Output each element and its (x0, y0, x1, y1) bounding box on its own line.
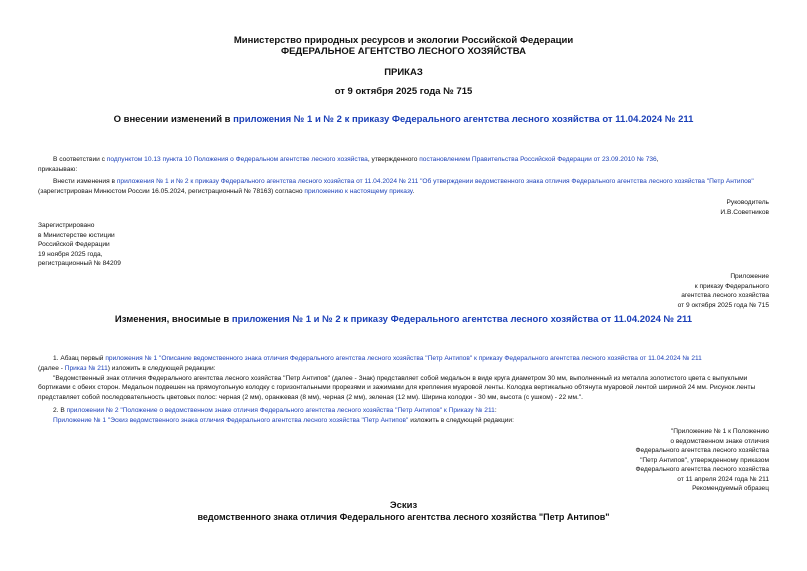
changes-title-link[interactable]: приложения № 1 и № 2 к приказу Федерального агентства лесного хозяйства от 11.04.2024 № 211 (231, 314, 693, 325)
doc-date: от 9 октября 2025 года № 715 (334, 86, 473, 97)
item2-text-2: : (494, 407, 497, 414)
signature-name: И.В.Советников (720, 208, 769, 216)
annex1-ref-line: "Приложение № 1 к Положению (670, 428, 769, 435)
preamble-text-3: , (656, 156, 659, 163)
appendix-ref-line: к приказу Федерального (694, 282, 769, 290)
doc-type: ПРИКАЗ (384, 67, 423, 78)
item1-line-2 (38, 364, 770, 374)
annex1-ref-line: Рекомендуемый образец (692, 485, 769, 492)
order-title-prefix: О внесении изменений в (113, 114, 234, 125)
item2-link-appendix2[interactable]: приложении № 2 "Положение о ведомственном знаке отличия Федерального агентства лесного хозяйства "Петр Антипов" к Приказу № 211 (66, 407, 495, 414)
item-1 (38, 354, 770, 403)
annex1-ref-line: от 11 апреля 2024 года № 211 (677, 475, 769, 483)
ministry-name: Министерство природных ресурсов и экологии Российской Федерации (233, 35, 574, 46)
annex1-ref-line: "Петр Антипов", утвержденному приказом (640, 456, 769, 464)
order-text-1: Внести изменения в (53, 178, 117, 185)
sketch-subtitle: ведомственного знака отличия Федерального агентства лесного хозяйства "Петр Антипов" (197, 512, 610, 522)
registration-line: Зарегистрировано (38, 222, 95, 229)
signature-role: Руководитель (726, 199, 769, 206)
appendix-ref-line: от 9 октября 2025 года № 715 (677, 301, 769, 309)
registration-line: регистрационный № 84209 (38, 260, 121, 267)
appendix-ref-line: Приложение (730, 273, 769, 280)
item-2 (38, 406, 770, 426)
preamble-text-2: , утвержденного (367, 156, 420, 163)
preamble-link-resolution[interactable]: постановлением Правительства Российской Федерации от 23.09.2010 № 736 (419, 156, 657, 163)
annex1-ref-line: Федерального агентства лесного хозяйства (635, 447, 769, 454)
preamble-order-word: приказываю: (38, 165, 78, 173)
preamble-link-regulation[interactable]: подпунктом 10.13 пункта 10 Положения о Федеральном агентстве лесного хозяйства (106, 156, 368, 163)
item1-quote: "Ведомственный знак отличия Федерального агентства лесного хозяйства "Петр Антипов" (далее - Знак) представляет собой медальон в виде круга диаметром 30 мм, выполненный из металла золотистого цвета с выпуклыми бортиками с обеих сторон. Медальон подвешен на прямоугольную колодку с горизонтальными прорезями и зажимами для крепления муаровой ленты. Колодка вертикально обтянута муаровой лентой шириной 24 мм. Рисунок ленты представляет собой последовательность цветовых полос: черная (2 мм), оранжевая (8 мм), черная (2 мм), зеленая (12 мм). Ширина колодки - 30 мм, высота (с ушком) - 22 мм.". (38, 374, 756, 402)
signature (720, 198, 769, 217)
registration-block (38, 221, 121, 269)
annex1-ref-line: Федерального агентства лесного хозяйства (635, 466, 769, 473)
changes-title-prefix: Изменения, вносимые в (114, 314, 232, 325)
order-paragraph (38, 177, 770, 197)
annex1-ref-line: о ведомственном знаке отличия (670, 437, 769, 445)
item1-text-1: 1. Абзац первый (53, 355, 106, 362)
appendix-ref-line: агентства лесного хозяйства (681, 292, 769, 299)
order-link-appendices[interactable]: приложения № 1 и № 2 к приказу Федерального агентства лесного хозяйства от 11.04.2024 № 211 "Об утверждении ведомственного знака отличия Федерального агентства лесного хозяйства "Петр Антипов" (116, 178, 754, 185)
registration-line: 19 ноября 2025 года, (38, 250, 103, 258)
agency-name: ФЕДЕРАЛЬНОЕ АГЕНТСТВО ЛЕСНОГО ХОЗЯЙСТВА (280, 46, 526, 57)
order-text-2: (зарегистрирован Минюстом России 16.05.2024, регистрационный № 78163) согласно (38, 187, 305, 195)
registration-line: в Министерстве юстиции (38, 231, 115, 239)
appendix-reference (678, 272, 769, 310)
item1-text-2: (далее - (38, 364, 65, 372)
changes-title (0, 314, 807, 325)
preamble-text-1: В соответствии с (53, 156, 107, 163)
sketch-title: Эскиз (389, 500, 418, 511)
order-title (0, 114, 807, 125)
preamble (38, 155, 770, 175)
item2-text-3: изложить в следующей редакции: (408, 416, 514, 424)
registration-line: Российской Федерации (38, 241, 110, 248)
order-link-annex[interactable]: приложению к настоящему приказу (304, 187, 413, 195)
annex1-reference (635, 427, 769, 494)
item1-text-3: ) изложить в следующей редакции: (107, 364, 216, 372)
item2-link-annex1[interactable]: Приложение № 1 "Эскиз ведомственного знака отличия Федерального агентства лесного хозяйства "Петр Антипов" (53, 416, 409, 424)
item1-link-order211[interactable]: Приказ № 211 (64, 364, 108, 372)
item1-link-appendix1[interactable]: приложения № 1 "Описание ведомственного знака отличия Федерального агентства лесного хозяйства "Петр Антипов" к приказу Федерального агентства лесного хозяйства от 11.04.2024 № 211 (105, 355, 702, 362)
order-title-link[interactable]: приложения № 1 и № 2 к приказу Федерального агентства лесного хозяйства от 11.04.2024 № 211 (233, 114, 694, 125)
item2-line-2 (38, 416, 770, 426)
order-text-3: . (412, 187, 415, 195)
item2-text-1: 2. В (53, 407, 67, 414)
